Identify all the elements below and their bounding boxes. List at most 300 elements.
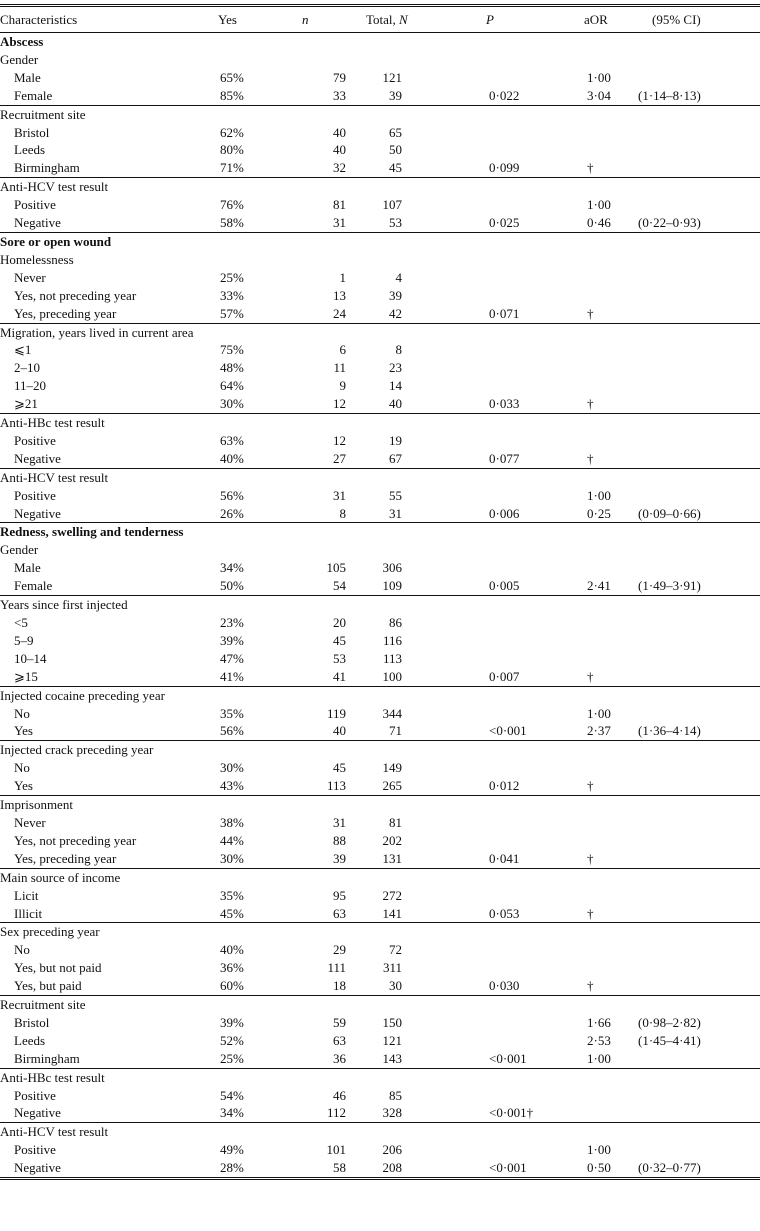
aor-cell xyxy=(564,124,634,142)
group-label: Recruitment site xyxy=(0,996,760,1014)
aor-cell xyxy=(564,832,634,850)
level-label: Bristol xyxy=(14,124,50,140)
yes-percent-cell: 30% xyxy=(220,850,244,866)
ci-cell xyxy=(634,559,760,577)
level-label: Birmingham xyxy=(14,1050,80,1066)
n-cell: 81 xyxy=(333,197,346,213)
p-value-cell: 0·099 xyxy=(489,160,520,176)
table-row xyxy=(0,759,760,777)
aor-cell: † xyxy=(587,778,594,794)
p-value-cell xyxy=(449,1014,564,1032)
aor-cell: 2·53 xyxy=(587,1032,611,1048)
group-label: Injected crack preceding year xyxy=(0,741,760,759)
p-value-cell xyxy=(449,650,564,668)
section-row xyxy=(0,523,760,541)
p-value-cell: 0·071 xyxy=(489,305,520,321)
yes-percent-cell: 85% xyxy=(220,87,244,103)
p-value-cell: 0·030 xyxy=(489,978,520,994)
yes-percent-cell: 54% xyxy=(220,1087,244,1103)
header-total xyxy=(354,6,449,33)
aor-cell xyxy=(564,941,634,959)
n-cell: 13 xyxy=(333,287,346,303)
total-cell: 311 xyxy=(382,960,402,976)
level-label: Positive xyxy=(14,1087,56,1103)
ci-cell xyxy=(634,487,760,505)
yes-percent-cell: 33% xyxy=(220,287,244,303)
group-label: Anti-HCV test result xyxy=(0,1123,760,1141)
level-label: Leeds xyxy=(14,1032,46,1048)
ci-cell xyxy=(634,832,760,850)
aor-cell: 3·04 xyxy=(587,87,611,103)
yes-percent-cell: 40% xyxy=(220,450,244,466)
total-cell: 131 xyxy=(382,850,402,866)
total-cell: 39 xyxy=(389,87,402,103)
group-row xyxy=(0,1068,760,1086)
aor-cell: † xyxy=(587,850,594,866)
yes-percent-cell: 45% xyxy=(220,905,244,921)
n-cell: 31 xyxy=(333,814,346,830)
yes-percent-cell: 34% xyxy=(220,560,244,576)
level-label: Positive xyxy=(14,432,56,448)
ci-cell xyxy=(634,269,760,287)
group-label: Anti-HCV test result xyxy=(0,178,760,196)
group-row xyxy=(0,596,760,614)
group-label: Gender xyxy=(0,542,39,558)
header-p: P xyxy=(486,12,494,27)
p-value-cell: 0·022 xyxy=(489,87,520,103)
table-row xyxy=(0,287,760,305)
ci-cell: (1·36–4·14) xyxy=(638,723,701,739)
table-row xyxy=(0,377,760,395)
total-cell: 30 xyxy=(389,978,402,994)
p-value-cell xyxy=(449,1087,564,1105)
aor-cell: † xyxy=(587,160,594,176)
ci-cell xyxy=(634,377,760,395)
p-value-cell: 0·077 xyxy=(489,450,520,466)
ci-cell xyxy=(634,141,760,159)
total-cell: 14 xyxy=(389,378,402,394)
yes-percent-cell: 35% xyxy=(220,705,244,721)
level-label: No xyxy=(14,760,30,776)
table-body xyxy=(0,33,760,1179)
n-cell: 53 xyxy=(333,650,346,666)
ci-cell: (1·14–8·13) xyxy=(638,87,701,103)
total-cell: 107 xyxy=(382,197,402,213)
table-row xyxy=(0,959,760,977)
group-row xyxy=(0,178,760,196)
aor-cell xyxy=(564,632,634,650)
p-value-cell xyxy=(449,1032,564,1050)
total-cell: 72 xyxy=(389,942,402,958)
table-row xyxy=(0,722,760,740)
p-value-cell: 0·033 xyxy=(489,396,520,412)
table-row xyxy=(0,705,760,723)
ci-cell: (0·98–2·82) xyxy=(638,1014,701,1030)
total-cell: 4 xyxy=(395,269,402,285)
level-label: Yes xyxy=(14,723,33,739)
yes-percent-cell: 30% xyxy=(220,760,244,776)
total-cell: 121 xyxy=(382,1032,402,1048)
p-value-cell: 0·005 xyxy=(489,578,520,594)
group-row xyxy=(0,414,760,432)
n-cell: 54 xyxy=(333,578,346,594)
table-row xyxy=(0,1050,760,1068)
yes-percent-cell: 35% xyxy=(220,887,244,903)
level-label: Never xyxy=(14,814,46,830)
p-value-cell xyxy=(449,359,564,377)
yes-percent-cell: 39% xyxy=(220,632,244,648)
p-value-cell: 0·041 xyxy=(489,850,520,866)
ci-cell xyxy=(634,850,760,868)
n-cell: 95 xyxy=(333,887,346,903)
level-label: Negative xyxy=(14,1160,61,1176)
n-cell: 79 xyxy=(333,69,346,85)
table-row xyxy=(0,668,760,686)
level-label: ⩾21 xyxy=(14,396,38,412)
n-cell: 1 xyxy=(339,269,346,285)
n-cell: 33 xyxy=(333,87,346,103)
aor-cell xyxy=(564,432,634,450)
n-cell: 111 xyxy=(327,960,346,976)
table-row xyxy=(0,450,760,468)
p-value-cell xyxy=(449,287,564,305)
aor-cell xyxy=(564,1087,634,1105)
aor-cell: 2·41 xyxy=(587,578,611,594)
total-cell: 272 xyxy=(382,887,402,903)
table-row xyxy=(0,141,760,159)
table-row xyxy=(0,196,760,214)
group-label: Anti-HBc test result xyxy=(0,414,760,432)
ci-cell xyxy=(634,69,760,87)
level-label: Yes, not preceding year xyxy=(14,832,137,848)
n-cell: 58 xyxy=(333,1160,346,1176)
table-row xyxy=(0,341,760,359)
level-label: Yes, but not paid xyxy=(14,960,102,976)
table-row xyxy=(0,632,760,650)
yes-percent-cell: 80% xyxy=(220,142,244,158)
level-label: Positive xyxy=(14,1142,56,1158)
yes-percent-cell: 40% xyxy=(220,942,244,958)
group-row xyxy=(0,868,760,886)
p-value-cell xyxy=(449,269,564,287)
group-label: Gender xyxy=(0,51,39,67)
table-row xyxy=(0,905,760,923)
aor-cell xyxy=(564,650,634,668)
yes-percent-cell: 60% xyxy=(220,978,244,994)
total-cell: 208 xyxy=(382,1160,402,1176)
table-row xyxy=(0,814,760,832)
yes-percent-cell: 43% xyxy=(220,778,244,794)
total-cell: 121 xyxy=(382,69,402,85)
level-label: 5–9 xyxy=(14,632,34,648)
total-cell: 306 xyxy=(382,560,402,576)
n-cell: 12 xyxy=(333,396,346,412)
aor-cell: 0·25 xyxy=(587,505,611,521)
total-cell: 31 xyxy=(389,505,402,521)
total-cell: 55 xyxy=(389,487,402,503)
level-label: <5 xyxy=(14,615,28,630)
yes-percent-cell: 28% xyxy=(220,1160,244,1176)
total-cell: 328 xyxy=(382,1105,402,1121)
level-label: Negative xyxy=(14,1105,61,1121)
yes-percent-cell: 50% xyxy=(220,578,244,594)
yes-percent-cell: 56% xyxy=(220,723,244,739)
group-row xyxy=(0,251,760,269)
ci-cell xyxy=(634,124,760,142)
total-cell: 265 xyxy=(382,778,402,794)
ci-cell xyxy=(634,705,760,723)
table-row xyxy=(0,1087,760,1105)
aor-cell xyxy=(564,287,634,305)
yes-percent-cell: 52% xyxy=(220,1032,244,1048)
level-label: Male xyxy=(14,69,41,85)
group-label: Anti-HBc test result xyxy=(0,1068,760,1086)
n-cell: 20 xyxy=(333,615,346,630)
group-label: Injected cocaine preceding year xyxy=(0,686,760,704)
table-row xyxy=(0,305,760,323)
table-row xyxy=(0,124,760,142)
header-row xyxy=(0,6,760,33)
yes-percent-cell: 36% xyxy=(220,960,244,976)
total-cell: 67 xyxy=(389,450,402,466)
header-n: n xyxy=(302,12,309,27)
yes-percent-cell: 65% xyxy=(220,69,244,85)
p-value-cell xyxy=(449,341,564,359)
level-label: Yes xyxy=(14,778,33,794)
yes-percent-cell: 58% xyxy=(220,215,244,231)
group-label: Migration, years lived in current area xyxy=(0,323,760,341)
level-label: Yes, preceding year xyxy=(14,305,117,321)
yes-percent-cell: 41% xyxy=(220,668,244,684)
n-cell: 31 xyxy=(333,487,346,503)
n-cell: 46 xyxy=(333,1087,346,1103)
aor-cell xyxy=(564,359,634,377)
level-label: Illicit xyxy=(14,905,43,921)
aor-cell xyxy=(564,559,634,577)
ci-cell xyxy=(634,159,760,177)
aor-cell: † xyxy=(587,450,594,466)
n-cell: 63 xyxy=(333,1032,346,1048)
n-cell: 27 xyxy=(333,450,346,466)
table-row xyxy=(0,650,760,668)
yes-percent-cell: 57% xyxy=(220,305,244,321)
p-value-cell xyxy=(449,432,564,450)
table-row xyxy=(0,614,760,632)
p-value-cell xyxy=(449,759,564,777)
ci-cell xyxy=(634,668,760,686)
ci-cell xyxy=(634,759,760,777)
level-label: Male xyxy=(14,560,41,576)
group-row xyxy=(0,1123,760,1141)
level-label: ⩾15 xyxy=(14,668,38,684)
table-row xyxy=(0,505,760,523)
total-cell: 50 xyxy=(389,142,402,158)
aor-cell: 0·50 xyxy=(587,1160,611,1176)
n-cell: 119 xyxy=(326,705,346,721)
total-cell: 344 xyxy=(382,705,402,721)
p-value-cell xyxy=(449,377,564,395)
level-label: 10–14 xyxy=(14,650,47,666)
p-value-cell xyxy=(449,559,564,577)
group-label: Homelessness xyxy=(0,251,74,267)
ci-cell xyxy=(634,287,760,305)
total-cell: 19 xyxy=(389,432,402,448)
yes-percent-cell: 64% xyxy=(220,378,244,394)
aor-cell: † xyxy=(587,305,594,321)
total-cell: 150 xyxy=(382,1014,402,1030)
p-value-cell: <0·001 xyxy=(489,1160,527,1176)
total-cell: 71 xyxy=(389,723,402,739)
ci-cell xyxy=(634,1050,760,1068)
ci-cell xyxy=(634,814,760,832)
table-row xyxy=(0,395,760,413)
yes-percent-cell: 44% xyxy=(220,832,244,848)
group-row xyxy=(0,105,760,123)
n-cell: 36 xyxy=(333,1050,346,1066)
table-row xyxy=(0,559,760,577)
n-cell: 59 xyxy=(333,1014,346,1030)
level-label: ⩽1 xyxy=(14,342,32,358)
aor-cell: † xyxy=(587,396,594,412)
p-value-cell: <0·001 xyxy=(489,723,527,739)
aor-cell: 1·00 xyxy=(587,69,611,85)
ci-cell xyxy=(634,450,760,468)
header-ci: (95% CI) xyxy=(652,12,701,27)
ci-cell: (1·49–3·91) xyxy=(638,578,701,594)
total-cell: 40 xyxy=(389,396,402,412)
group-label: Years since first injected xyxy=(0,596,760,614)
aor-cell xyxy=(564,959,634,977)
section-label: Abscess xyxy=(0,34,44,49)
n-cell: 63 xyxy=(333,905,346,921)
n-cell: 18 xyxy=(333,978,346,994)
level-label: Female xyxy=(14,578,53,594)
aor-cell: 1·00 xyxy=(587,487,611,503)
p-value-cell xyxy=(449,632,564,650)
ci-cell xyxy=(634,1141,760,1159)
group-label: Anti-HCV test result xyxy=(0,468,760,486)
table-row xyxy=(0,1159,760,1178)
p-value-cell: 0·025 xyxy=(489,215,520,231)
p-value-cell: 0·007 xyxy=(489,668,520,684)
p-value-cell: <0·001 xyxy=(489,1050,527,1066)
n-cell: 8 xyxy=(339,505,346,521)
total-cell: 202 xyxy=(382,832,402,848)
level-label: No xyxy=(14,705,30,721)
p-value-cell: 0·012 xyxy=(489,778,520,794)
table-row xyxy=(0,887,760,905)
group-row xyxy=(0,923,760,941)
n-cell: 105 xyxy=(326,560,346,576)
level-label: No xyxy=(14,942,30,958)
aor-cell: 0·46 xyxy=(587,215,611,231)
level-label: Yes, not preceding year xyxy=(14,287,137,303)
ci-cell xyxy=(634,359,760,377)
n-cell: 101 xyxy=(326,1142,346,1158)
total-cell: 143 xyxy=(382,1050,402,1066)
group-row xyxy=(0,796,760,814)
aor-cell: 1·66 xyxy=(587,1014,611,1030)
yes-percent-cell: 76% xyxy=(220,197,244,213)
table-row xyxy=(0,1032,760,1050)
aor-cell xyxy=(564,377,634,395)
aor-cell xyxy=(564,887,634,905)
table-row xyxy=(0,432,760,450)
table-row xyxy=(0,69,760,87)
level-label: 2–10 xyxy=(14,360,40,376)
table-row xyxy=(0,850,760,868)
ci-cell xyxy=(634,395,760,413)
n-cell: 11 xyxy=(333,360,346,376)
aor-cell: 1·00 xyxy=(587,705,611,721)
total-cell: 81 xyxy=(389,814,402,830)
yes-percent-cell: 47% xyxy=(220,650,244,666)
table-row xyxy=(0,359,760,377)
p-value-cell xyxy=(449,69,564,87)
group-row xyxy=(0,323,760,341)
aor-cell: 2·37 xyxy=(587,723,611,739)
aor-cell xyxy=(564,814,634,832)
n-cell: 112 xyxy=(326,1105,346,1121)
aor-cell: † xyxy=(587,978,594,994)
ci-cell xyxy=(634,341,760,359)
n-cell: 88 xyxy=(333,832,346,848)
aor-cell: 1·00 xyxy=(587,197,611,213)
n-cell: 31 xyxy=(333,215,346,231)
ci-cell xyxy=(634,905,760,923)
table-row xyxy=(0,777,760,795)
yes-percent-cell: 30% xyxy=(220,396,244,412)
header-aor: aOR xyxy=(584,12,608,27)
header-total-label: Total, xyxy=(366,12,400,27)
total-cell: 116 xyxy=(382,632,402,648)
total-cell: 85 xyxy=(389,1087,402,1103)
group-row xyxy=(0,996,760,1014)
p-value-cell: 0·006 xyxy=(489,505,520,521)
aor-cell: 1·00 xyxy=(587,1050,611,1066)
aor-cell xyxy=(564,1104,634,1122)
ci-cell xyxy=(634,777,760,795)
group-row xyxy=(0,468,760,486)
ci-cell xyxy=(634,887,760,905)
section-label: Sore or open wound xyxy=(0,232,760,250)
table-row xyxy=(0,577,760,595)
header-yes: Yes xyxy=(218,12,237,27)
table-row xyxy=(0,941,760,959)
ci-cell: (0·09–0·66) xyxy=(638,505,701,521)
group-label: Main source of income xyxy=(0,868,760,886)
p-value-cell xyxy=(449,487,564,505)
table-row xyxy=(0,1104,760,1122)
n-cell: 45 xyxy=(333,760,346,776)
ci-cell xyxy=(634,941,760,959)
total-cell: 113 xyxy=(382,650,402,666)
yes-percent-cell: 49% xyxy=(220,1142,244,1158)
group-row xyxy=(0,686,760,704)
n-cell: 29 xyxy=(333,942,346,958)
level-label: Yes, preceding year xyxy=(14,850,117,866)
table-row xyxy=(0,214,760,232)
level-label: Leeds xyxy=(14,142,46,158)
ci-cell: (0·32–0·77) xyxy=(638,1160,701,1176)
p-value-cell xyxy=(449,196,564,214)
ci-cell: (1·45–4·41) xyxy=(638,1032,701,1048)
p-value-cell xyxy=(449,959,564,977)
aor-cell xyxy=(564,759,634,777)
table-row xyxy=(0,1014,760,1032)
table-row xyxy=(0,1141,760,1159)
p-value-cell xyxy=(449,705,564,723)
